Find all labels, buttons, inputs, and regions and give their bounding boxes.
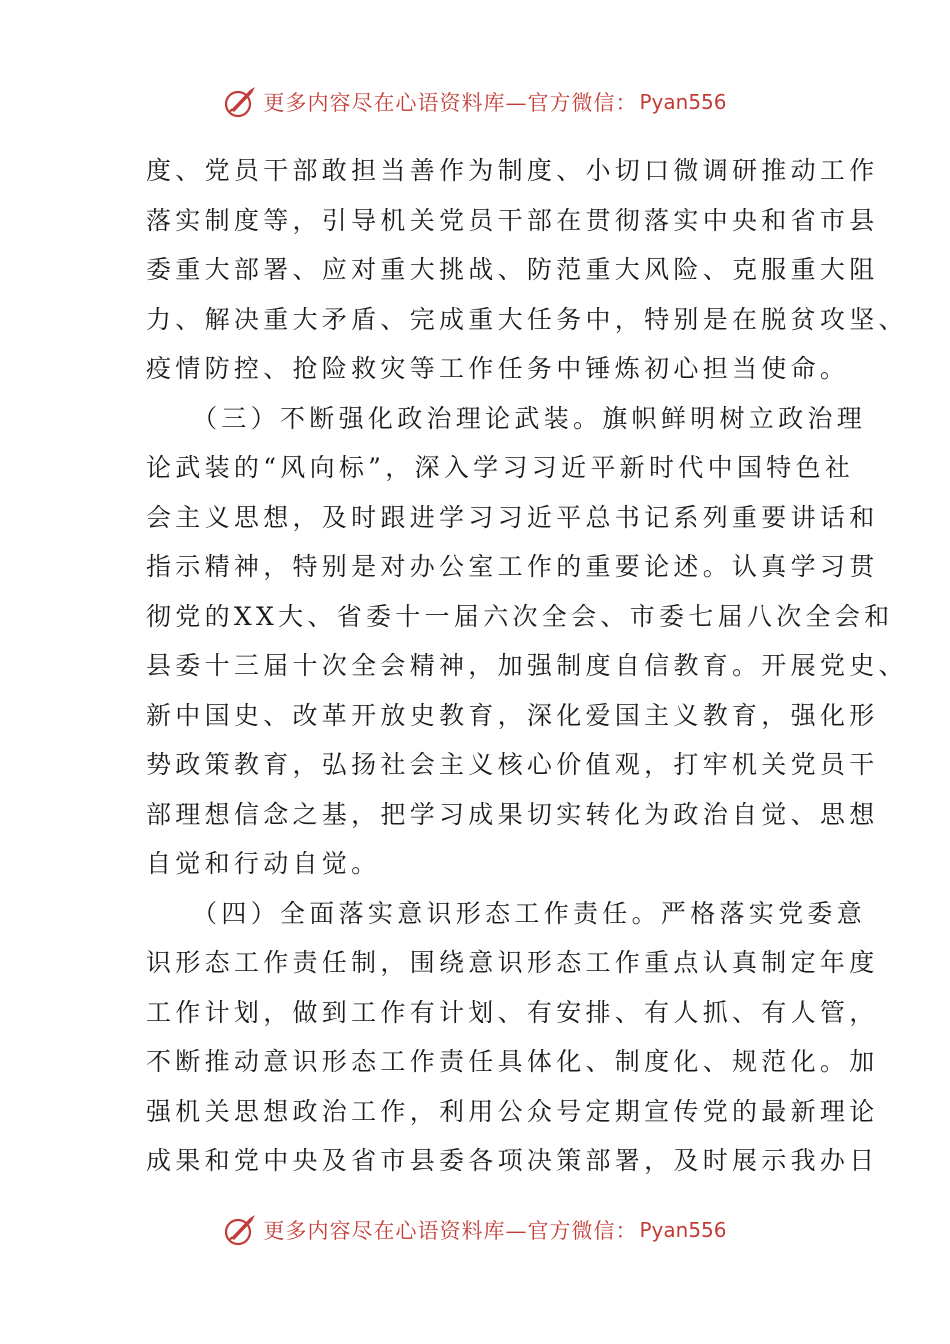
body-line: 彻党的XX大、省委十一届六次全会、市委七届八次全会和: [146, 601, 894, 631]
body-line: 疫情防控、抢险救灾等工作任务中锤炼初心担当使命。: [146, 354, 850, 383]
quill-logo-icon: [223, 1213, 257, 1247]
body-line: 部理想信念之基，把学习成果切实转化为政治自觉、思想: [146, 799, 879, 829]
wechat-id: Pyan556: [639, 1218, 727, 1242]
body-line: 识形态工作责任制，围绕意识形态工作重点认真制定年度: [146, 948, 879, 977]
body-line: 度、党员干部敢担当善作为制度、小切口微调研推动工作: [146, 156, 879, 185]
watermark-text: 更多内容尽在心语资料库—官方微信：: [263, 1219, 638, 1243]
body-line: 不断推动意识形态工作责任具体化、制度化、规范化。加: [146, 1047, 879, 1076]
body-line: 县委十三届十次全会精神，加强制度自信教育。开展党史、: [146, 651, 908, 680]
watermark-text: 更多内容尽在心语资料库—官方微信：: [263, 91, 638, 115]
body-line: 委重大部署、应对重大挑战、防范重大风险、克服重大阻: [146, 255, 879, 284]
body-line: 工作计划，做到工作有计划、有安排、有人抓、有人管，: [146, 997, 879, 1027]
body-line: 指示精神，特别是对办公室工作的重要论述。认真学习贯: [146, 552, 879, 581]
document-body: [146, 146, 908, 1186]
body-line: 论武装的“风向标”，深入学习习近平新时代中国特色社: [146, 453, 855, 482]
watermark-footer: [0, 1208, 950, 1252]
section-heading-line: （四）全面落实意识形态工作责任。严格落实党委意: [146, 898, 867, 928]
body-line: 落实制度等，引导机关党员干部在贯彻落实中央和省市县: [146, 205, 879, 235]
section-heading-line: （三）不断强化政治理论武装。旗帜鲜明树立政治理: [146, 403, 867, 433]
body-line: 成果和党中央及省市县委各项决策部署，及时展示我办日: [146, 1146, 879, 1175]
body-line: 会主义思想，及时跟进学习习近平总书记系列重要讲话和: [146, 502, 879, 532]
body-line: 势政策教育，弘扬社会主义核心价值观，打牢机关党员干: [146, 750, 879, 779]
body-line: 自觉和行动自觉。: [146, 849, 381, 878]
body-line: 力、解决重大矛盾、完成重大任务中，特别是在脱贫攻坚、: [146, 304, 908, 334]
body-line: 新中国史、改革开放史教育，深化爱国主义教育，强化形: [146, 700, 879, 730]
quill-logo-icon: [223, 85, 257, 119]
wechat-id: Pyan556: [639, 90, 727, 114]
watermark-header: [0, 80, 950, 124]
body-line: 强机关思想政治工作，利用公众号定期宣传党的最新理论: [146, 1096, 879, 1126]
